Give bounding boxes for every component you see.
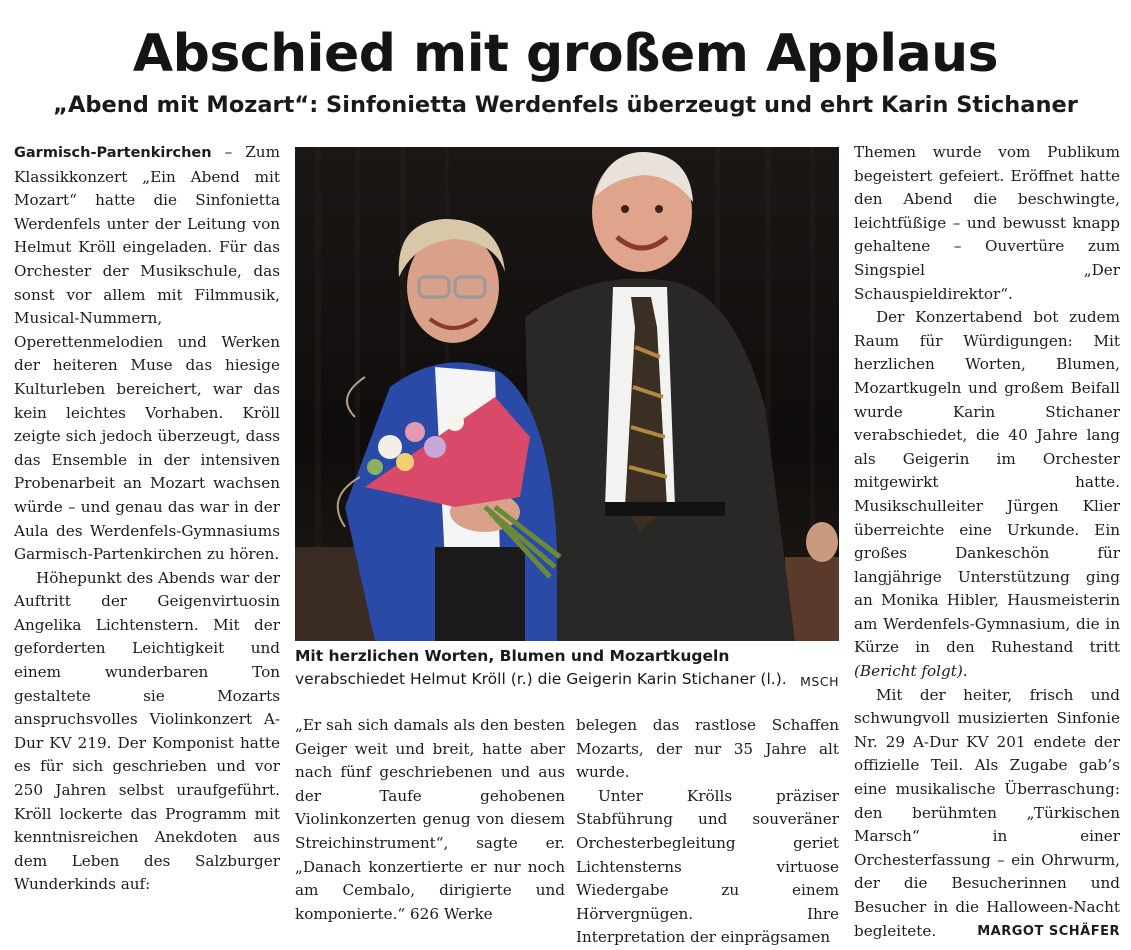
author-byline: MARGOT SCHÄFER: [977, 923, 1120, 939]
column-4: [854, 141, 1120, 943]
paragraph: [854, 684, 1120, 944]
headline: Abschied mit großem Applaus: [132, 24, 999, 84]
column-3: [576, 714, 839, 950]
subheadline: „Abend mit Mozart“: Sinfonietta Werdenfels überzeugt und ehrt Karin Stichaner: [53, 92, 1078, 118]
paragraph: belegen das rastlose Schaffen Mozarts, der nur 35 Jahre alt wurde.: [576, 716, 839, 782]
article-photo: [295, 147, 839, 641]
dateline: Garmisch-Partenkirchen: [14, 145, 212, 161]
photo-credit: MSCH: [800, 674, 839, 689]
paragraph: [14, 141, 280, 567]
paragraph-text: – Zum Klassikkonzert „Ein Abend mit Mozart“ hatte die Sinfonietta Werdenfels unter der Leitung von Helmut Kröll eingeladen. Für das Orchester der Musikschule, das sonst vor allem mit Filmmusik, Musical-Nummern, Operettenmelodien und Werken der heiteren Muse das hiesige Kulturleben bereichert, war das kein leichtes Vorhaben. Kröll zeigte sich jedoch überzeugt, dass das Ensemble in der intensiven Probenarbeit an Mozart wachsen würde – und genau das war in der Aula des Werdenfels-Gymnasiums Garmisch-Partenkirchen zu hören.: [14, 143, 280, 564]
caption-lead: Mit herzlichen Worten, Blumen und Mozartkugeln: [295, 647, 730, 665]
paragraph: Themen wurde vom Publikum begeistert gefeiert. Eröffnet hatte den Abend die beschwingte, leichtfüßige – und bewusst knapp gehaltene – Ouvertüre zum Singspiel „Der Schauspieldirektor“.: [854, 143, 1120, 303]
photo-caption: [295, 645, 839, 693]
report-note: (Bericht folgt): [854, 662, 963, 681]
paragraph-text: Mit der heiter, frisch und schwungvoll musizierten Sinfonie Nr. 29 A-Dur KV 201 endete der offizielle Teil. Als Zugabe gab’s eine musikalische Überraschung: den berühmten „Türkischen Marsch“ in einer Orchesterfassung – ein Ohrwurm, der die Besucherinnen und Besucher in die Halloween-Nacht begleitete.: [854, 685, 1120, 940]
column-1: [14, 141, 280, 897]
paragraph-text: Der Konzertabend bot zudem Raum für Würdigungen: Mit herzlichen Worten, Blumen, Mozartkugeln und großem Beifall wurde Karin Stichaner verabschiedet, die 40 Jahre lang als Geigerin im Orchester mitgewirkt hatte. Musikschulleiter Jürgen Klier überreichte eine Urkunde. Ein großes Dankeschön für langjährige Unterstützung ging an Monika Hibler, Hausmeisterin am Werdenfels-Gymnasium, die in Kürze in den Ruhestand tritt: [854, 308, 1120, 657]
paragraph: Unter Krölls präziser Stabführung und souveräner Orchesterbegleitung geriet Lichtensterns virtuose Wiedergabe zu einem Hörvergnügen. Ihre Interpretation der einprägsamen: [576, 786, 839, 947]
paragraph-end: .: [962, 662, 968, 681]
paragraph: „Er sah sich damals als den besten Geiger weit und breit, hatte aber nach fünf geschriebenen und aus der Taufe gehobenen Violinkonzerten genug von diesem Streichinstrument“, sagte er. „Danach konzertierte er nur noch am Cembalo, dirigierte und komponierte.“ 626 Werke: [295, 716, 565, 923]
paragraph: Höhepunkt des Abends war der Auftritt der Geigenvirtuosin Angelika Lichtenstern. Mit der geforderten Leichtigkeit und einem wunderbaren Ton gestaltete sie Mozarts anspruchsvolles Violinkonzert A-Dur KV 219. Der Komponist hatte es für sich geschrieben und vor 250 Jahren selbst uraufgeführt. Kröll lockerte das Programm mit kenntnisreichen Anekdoten aus dem Leben des Salzburger Wunderkinds auf:: [14, 568, 280, 894]
caption-text: verabschiedet Helmut Kröll (r.) die Geigerin Karin Stichaner (l.).: [295, 670, 787, 688]
column-2: [295, 714, 565, 926]
paragraph: [854, 306, 1120, 684]
photo-illustration: [295, 147, 839, 641]
